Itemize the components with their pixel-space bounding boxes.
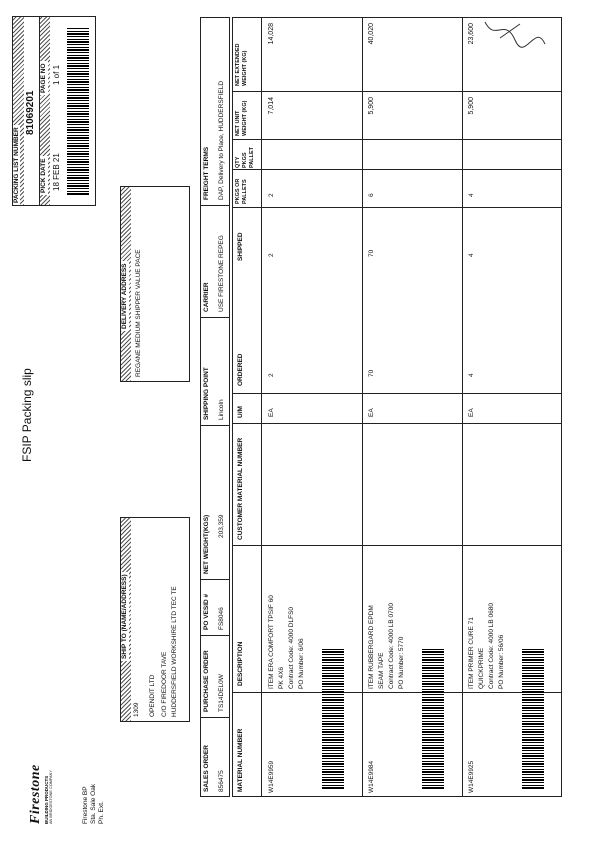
- packing-list-label: PACKING LIST NUMBER: [13, 127, 20, 203]
- unit-of-measure: EA: [268, 408, 275, 417]
- address-line: Ph. Ext.: [98, 801, 105, 824]
- col-qty-pkgs: QTY PKGS PALLET: [235, 147, 255, 168]
- description-line: QUICKPRIME: [478, 647, 485, 689]
- description-line: SEAM TAPE: [378, 652, 385, 689]
- page-no-label: PAGE NO: [40, 63, 47, 93]
- net-extended-weight: 14,028: [268, 23, 275, 45]
- description-line: ITEM PRIMER CURE 71: [468, 617, 475, 689]
- page-number: 1 of 1: [52, 64, 61, 85]
- shipping-point-value: Lincoln: [218, 399, 225, 420]
- col-unit-weight: NET UNIT WEIGHT (KG): [235, 100, 248, 136]
- freight-terms-label: FREIGHT TERMS: [203, 146, 210, 200]
- delivery-label: DELIVERY ADDRESS: [121, 263, 128, 329]
- carrier-label: CARRIER: [203, 282, 210, 312]
- item-barcode: [322, 649, 344, 789]
- ordered-qty: 70: [368, 369, 375, 377]
- col-description: DESCRIPTION: [237, 641, 244, 686]
- delivery-header: [121, 187, 131, 381]
- col-pkgs: PKGS OR PALLETS: [235, 178, 248, 204]
- ship-to-header: [121, 518, 131, 721]
- net-extended-weight: 23,600: [468, 23, 475, 45]
- unit-of-measure: EA: [468, 408, 475, 417]
- packing-list-number: 81069201: [25, 90, 36, 135]
- reference-row: [200, 17, 230, 797]
- po-label: PURCHASE ORDER: [203, 650, 210, 712]
- description-line: PO Number: 5770: [398, 636, 405, 689]
- description-line: PO Number: 56/06: [498, 634, 505, 689]
- page-title: FSIP Packing slip: [20, 368, 34, 462]
- po-vesid-label: PO VESID #: [203, 593, 210, 630]
- table-row: [362, 17, 462, 797]
- description-line: ITEM RUBBERGARD EPDM: [368, 605, 375, 689]
- col-material: MATERIAL NUMBER: [237, 728, 244, 792]
- logo-brand: Firestone: [28, 764, 43, 824]
- ordered-qty: 2: [268, 373, 275, 377]
- sales-order-value: 856475: [218, 770, 225, 792]
- table-row: [262, 17, 362, 797]
- shipped-qty: 4: [468, 253, 475, 257]
- packing-list-label-bar: [13, 17, 24, 205]
- logo-sub: AN BRIDGESTONE COMPANY: [49, 770, 53, 824]
- description-line: Contract Code: 4000 LB 0700: [388, 602, 395, 689]
- company-logo: [28, 764, 53, 824]
- description-line: Contract Code: 4000 LB 0680: [488, 602, 495, 689]
- pick-date-label: PICK DATE: [40, 158, 47, 193]
- ship-to-line: HUDDERSFIELD WORKSHIRE LTD TEC TE: [171, 586, 178, 717]
- net-weight-value: 203,359: [218, 514, 225, 538]
- address-line: Firestone BP: [82, 786, 89, 824]
- delivery-line: REGANE MEDIUM SHIPPER VALUE PACE: [135, 249, 142, 377]
- description-line: ITEM ERA COMFORT TPSIF 60: [268, 595, 275, 689]
- row-divider: [462, 17, 463, 797]
- logo-tagline: BUILDING PRODUCTS: [44, 775, 49, 824]
- item-barcode: [522, 649, 544, 789]
- pkgs-count: 4: [468, 193, 475, 197]
- company-address: [82, 784, 106, 824]
- ship-to-label: SHIP TO (NAME/ADDRESS): [121, 574, 128, 659]
- col-ext-weight: NET EXTENDED WEIGHT (KG): [235, 43, 248, 86]
- material-number: W14E9925: [468, 760, 475, 793]
- ship-to-line: C/O FIREDOOR TAVE: [161, 651, 168, 717]
- shipped-qty: 70: [368, 249, 375, 257]
- net-unit-weight: 7,014: [268, 97, 275, 115]
- col-shipped: SHIPPED: [237, 232, 244, 261]
- row-divider: [362, 17, 363, 797]
- col-customer-material: CUSTOMER MATERIAL NUMBER: [237, 437, 244, 540]
- shipped-qty: 2: [268, 253, 275, 257]
- net-unit-weight: 5,900: [368, 97, 375, 115]
- net-extended-weight: 40,020: [368, 23, 375, 45]
- unit-of-measure: EA: [368, 408, 375, 417]
- col-um: U/M: [237, 406, 244, 418]
- pkgs-count: 2: [268, 193, 275, 197]
- description-line: PK 4X6: [278, 666, 285, 689]
- header-info-box: [12, 16, 96, 206]
- address-line: Sta. Sale Oak: [90, 783, 97, 824]
- pick-date: 18 FEB 21: [52, 153, 61, 191]
- table-header: [233, 18, 262, 796]
- description-line: Contract Code: 4000 DLFS0: [288, 606, 295, 689]
- ordered-qty: 4: [468, 373, 475, 377]
- po-vesid-value: FS8046: [218, 607, 225, 630]
- freight-terms-value: DAP, Delivery to Place, HUDDERSFIELD: [218, 80, 225, 200]
- col-ordered: ORDERED: [237, 353, 244, 386]
- carrier-value: USE FIRESTONE REPEG: [218, 235, 225, 312]
- pkgs-count: 6: [368, 193, 375, 197]
- sales-order-label: SALES ORDER: [203, 745, 210, 792]
- description-line: PO Number: 6/06: [298, 638, 305, 689]
- material-number: W14E9984: [368, 760, 375, 793]
- net-unit-weight: 5,900: [468, 97, 475, 115]
- ship-to-code: 1309: [133, 702, 140, 717]
- po-value: TS14DEL0W: [218, 674, 225, 712]
- ship-to-box: [120, 517, 190, 722]
- delivery-box: [120, 186, 190, 382]
- item-barcode: [422, 649, 444, 789]
- net-weight-label: NET WEIGHT(KGS): [203, 514, 210, 574]
- shipping-point-label: SHIPPING POINT: [203, 367, 210, 420]
- packing-list-barcode: [67, 27, 89, 195]
- table-row: [462, 17, 562, 797]
- pick-date-header: [40, 17, 50, 205]
- material-number: W14E9959: [268, 760, 275, 793]
- ship-to-line: OPENDIT LTD: [149, 674, 156, 717]
